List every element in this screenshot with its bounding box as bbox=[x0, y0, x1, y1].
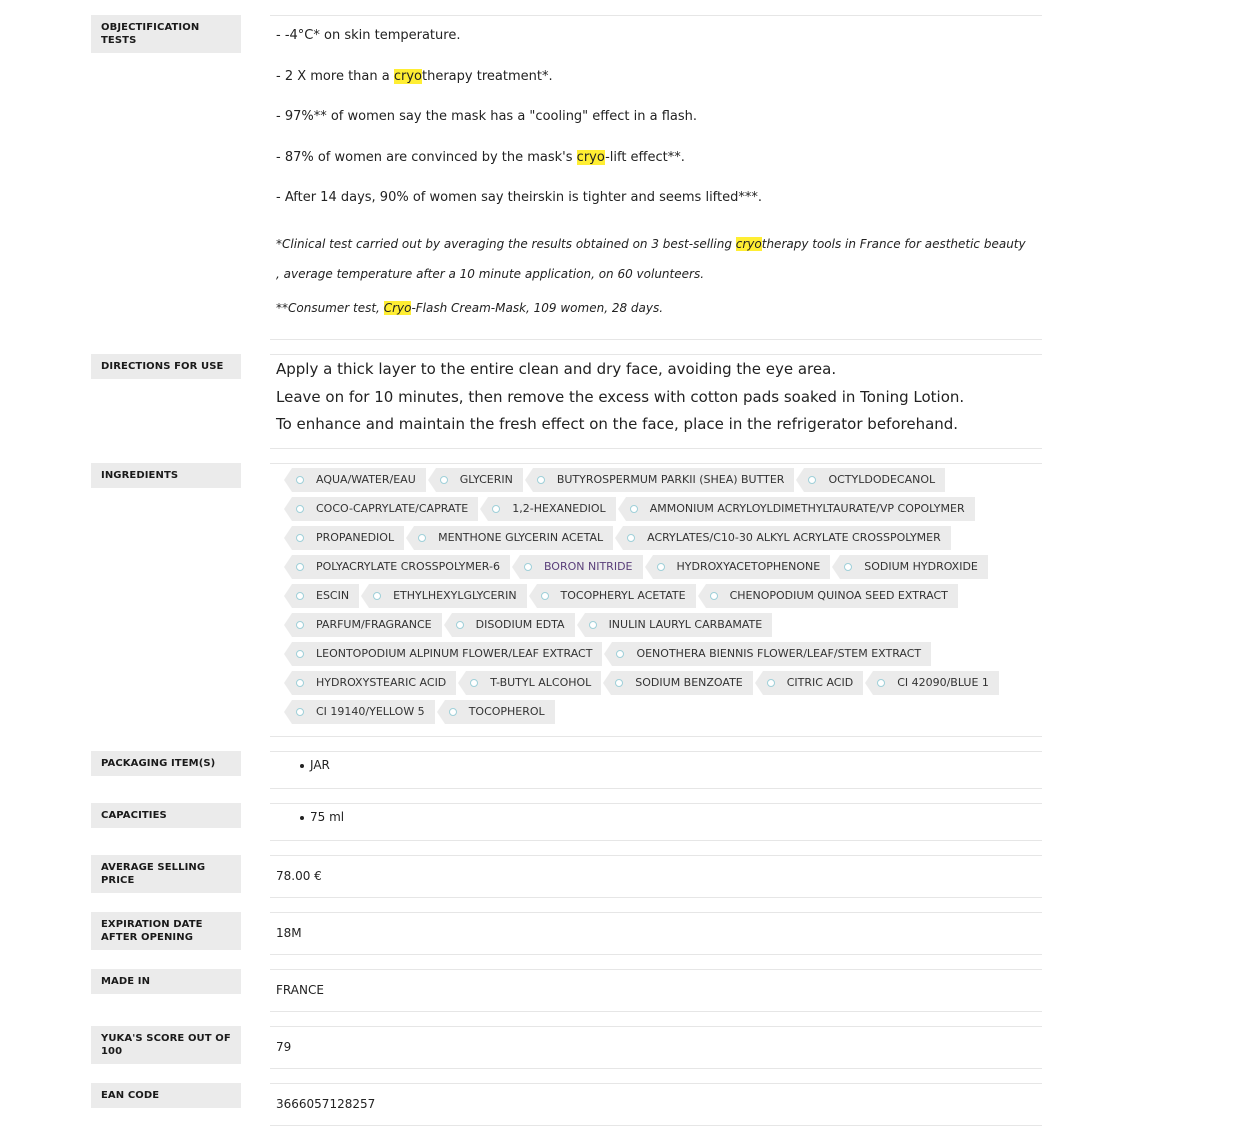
ingredient-tag-label: SODIUM HYDROXIDE bbox=[864, 560, 978, 573]
ingredient-tag-label: ESCIN bbox=[316, 589, 350, 602]
ingredient-tag[interactable] bbox=[623, 526, 951, 550]
objectification-line-4: - 87% of women are convinced by the mask's cryo-lift effect**. bbox=[276, 150, 685, 165]
tag-hole-icon bbox=[615, 679, 623, 687]
directions-line-3: To enhance and maintain the fresh effect on the face, place in the refrigerator beforehand. bbox=[276, 415, 959, 433]
tag-hole-icon bbox=[808, 476, 816, 484]
objectification-footnote-2: **Consumer test, Cryo-Flash Cream-Mask, 109 women, 28 days. bbox=[276, 301, 664, 315]
ingredient-tag-label: HYDROXYSTEARIC ACID bbox=[316, 676, 447, 689]
tag-hole-icon bbox=[710, 592, 718, 600]
ingredient-tag-row bbox=[284, 613, 1040, 642]
ingredient-tag[interactable] bbox=[369, 584, 526, 608]
ingredient-tag-row bbox=[284, 526, 1040, 555]
ingredient-tag-row bbox=[284, 642, 1040, 671]
bullet-icon bbox=[300, 816, 304, 820]
yuka-label: YUKA'S SCORE OUT OF 100 bbox=[91, 1026, 241, 1064]
ingredient-tag-label: TOCOPHERYL ACETATE bbox=[560, 589, 686, 602]
ingredient-tag-label: DISODIUM EDTA bbox=[475, 618, 565, 631]
ingredient-tag-label: AQUA/WATER/EAU bbox=[316, 473, 416, 486]
objectification-label: OBJECTIFICATION TESTS bbox=[91, 15, 241, 53]
ingredient-tag[interactable] bbox=[292, 671, 456, 695]
tag-hole-icon bbox=[449, 708, 457, 716]
ingredient-tag[interactable] bbox=[873, 671, 999, 695]
objectification-line-5: - After 14 days, 90% of women say theirskin is tighter and seems lifted***. bbox=[276, 190, 763, 205]
ingredients-label: INGREDIENTS bbox=[91, 463, 241, 488]
tag-hole-icon bbox=[296, 534, 304, 542]
highlight-cryo: cryo bbox=[576, 150, 606, 165]
yuka-content bbox=[270, 1026, 1042, 1069]
tag-hole-icon bbox=[589, 621, 597, 629]
objectification-line-3: - 97%** of women say the mask has a "cooling" effect in a flash. bbox=[276, 109, 698, 124]
expiration-content bbox=[270, 912, 1042, 955]
ingredient-tag-label: CHENOPODIUM QUINOA SEED EXTRACT bbox=[729, 589, 948, 602]
tag-hole-icon bbox=[456, 621, 464, 629]
ean-content bbox=[270, 1083, 1042, 1126]
price-label: AVERAGE SELLING PRICE bbox=[91, 855, 241, 893]
ingredient-tag-label: BUTYROSPERMUM PARKII (SHEA) BUTTER bbox=[556, 473, 785, 486]
tag-hole-icon bbox=[657, 563, 665, 571]
ingredient-tag[interactable] bbox=[611, 671, 752, 695]
ingredient-tag-label: POLYACRYLATE CROSSPOLYMER-6 bbox=[316, 560, 500, 573]
ingredients-content bbox=[270, 463, 1042, 737]
ingredient-tag-list bbox=[270, 464, 1042, 729]
ingredient-tag-label: MENTHONE GLYCERIN ACETAL bbox=[438, 531, 604, 544]
ean-value: 3666057128257 bbox=[276, 1097, 376, 1111]
tag-hole-icon bbox=[296, 621, 304, 629]
ingredient-tag[interactable] bbox=[436, 468, 523, 492]
ingredient-tag-row bbox=[284, 555, 1040, 584]
expiration-label: EXPIRATION DATE AFTER OPENING bbox=[91, 912, 241, 950]
ingredient-tag-label: OCTYLDODECANOL bbox=[828, 473, 936, 486]
tag-hole-icon bbox=[537, 476, 545, 484]
ingredient-tag-row bbox=[284, 671, 1040, 700]
ingredient-tag[interactable] bbox=[292, 700, 435, 724]
ingredient-tag[interactable] bbox=[804, 468, 945, 492]
ingredient-tag[interactable] bbox=[840, 555, 988, 579]
ingredient-tag[interactable] bbox=[292, 584, 359, 608]
tag-hole-icon bbox=[767, 679, 775, 687]
capacities-label: CAPACITIES bbox=[91, 803, 241, 828]
ingredient-tag-label: 1,2-HEXANEDIOL bbox=[512, 502, 606, 515]
tag-hole-icon bbox=[296, 679, 304, 687]
tag-hole-icon bbox=[627, 534, 635, 542]
price-value: 78.00 € bbox=[276, 869, 322, 883]
highlight-cryo: Cryo bbox=[383, 301, 412, 315]
highlight-cryo: cryo bbox=[393, 69, 422, 84]
ingredient-tag[interactable] bbox=[585, 613, 773, 637]
ingredient-tag[interactable] bbox=[706, 584, 958, 608]
ingredient-tag-row bbox=[284, 700, 1040, 729]
ingredient-tag[interactable] bbox=[488, 497, 615, 521]
tag-hole-icon bbox=[373, 592, 381, 600]
ingredient-tag[interactable] bbox=[466, 671, 601, 695]
ingredient-tag-label: CI 42090/BLUE 1 bbox=[897, 676, 989, 689]
ingredient-tag-label: OENOTHERA BIENNIS FLOWER/LEAF/STEM EXTRACT bbox=[636, 647, 922, 660]
ingredient-tag-label: COCO-CAPRYLATE/CAPRATE bbox=[316, 502, 469, 515]
tag-hole-icon bbox=[844, 563, 852, 571]
ingredient-tag-label: T-BUTYL ALCOHOL bbox=[490, 676, 592, 689]
tag-hole-icon bbox=[296, 563, 304, 571]
objectification-line-1: - -4°C* on skin temperature. bbox=[276, 28, 461, 43]
ingredient-tag[interactable] bbox=[414, 526, 613, 550]
tag-hole-icon bbox=[296, 650, 304, 658]
yuka-value: 79 bbox=[276, 1040, 292, 1054]
ingredient-tag[interactable] bbox=[292, 526, 404, 550]
tag-hole-icon bbox=[296, 708, 304, 716]
ingredient-tag-label: PARFUM/FRAGRANCE bbox=[316, 618, 432, 631]
ingredient-tag-label: ACRYLATES/C10-30 ALKYL ACRYLATE CROSSPOLYMER bbox=[647, 531, 941, 544]
tag-hole-icon bbox=[296, 592, 304, 600]
packaging-label: PACKAGING ITEM(S) bbox=[91, 751, 241, 776]
made-in-value: FRANCE bbox=[276, 983, 324, 997]
tag-hole-icon bbox=[440, 476, 448, 484]
made-in-content bbox=[270, 969, 1042, 1012]
ingredient-tag[interactable] bbox=[445, 700, 555, 724]
ingredient-tag[interactable] bbox=[653, 555, 831, 579]
ean-label: EAN CODE bbox=[91, 1083, 241, 1108]
ingredient-tag-label: PROPANEDIOL bbox=[316, 531, 395, 544]
ingredient-tag-label: ETHYLHEXYLGLYCERIN bbox=[393, 589, 517, 602]
ingredient-tag[interactable] bbox=[537, 584, 696, 608]
expiration-value: 18M bbox=[276, 926, 302, 940]
tag-hole-icon bbox=[877, 679, 885, 687]
bullet-icon bbox=[300, 764, 304, 768]
ingredient-tag-row bbox=[284, 584, 1040, 613]
ingredient-tag[interactable] bbox=[292, 642, 602, 666]
tag-hole-icon bbox=[541, 592, 549, 600]
tag-hole-icon bbox=[418, 534, 426, 542]
highlight-cryo: cryo bbox=[735, 237, 762, 251]
capacities-content bbox=[270, 803, 1042, 841]
ingredient-tag[interactable] bbox=[533, 468, 795, 492]
made-in-label: MADE IN bbox=[91, 969, 241, 994]
ingredient-tag-label: CITRIC ACID bbox=[786, 676, 854, 689]
ingredient-tag[interactable] bbox=[763, 671, 863, 695]
ingredient-tag[interactable] bbox=[612, 642, 931, 666]
tag-hole-icon bbox=[630, 505, 638, 513]
ingredient-tag-label: GLYCERIN bbox=[459, 473, 513, 486]
directions-label: DIRECTIONS FOR USE bbox=[91, 354, 241, 379]
directions-content bbox=[270, 354, 1042, 449]
ingredient-tag-label: AMMONIUM ACRYLOYLDIMETHYLTAURATE/VP COPOLYMER bbox=[649, 502, 965, 515]
packaging-content bbox=[270, 751, 1042, 789]
ingredient-tag-label: INULIN LAURYL CARBAMATE bbox=[608, 618, 763, 631]
ingredient-tag-label: LEONTOPODIUM ALPINUM FLOWER/LEAF EXTRACT bbox=[316, 647, 593, 660]
directions-line-1: Apply a thick layer to the entire clean and dry face, avoiding the eye area. bbox=[276, 360, 837, 378]
ingredient-tag[interactable] bbox=[292, 613, 442, 637]
objectification-footnote-1: *Clinical test carried out by averaging the results obtained on 3 best-selling cryotherapy tools in France for aesthetic beauty , average temperature after a 10 minute application, on 60 volunteers. bbox=[276, 237, 1026, 281]
ingredient-tag[interactable] bbox=[292, 555, 510, 579]
tag-hole-icon bbox=[296, 505, 304, 513]
ingredient-tag-label: TOCOPHEROL bbox=[468, 705, 545, 718]
objectification-line-2: - 2 X more than a cryotherapy treatment*. bbox=[276, 69, 553, 84]
ingredient-tag-label: CI 19140/YELLOW 5 bbox=[316, 705, 425, 718]
tag-hole-icon bbox=[524, 563, 532, 571]
ingredient-tag-label: SODIUM BENZOATE bbox=[635, 676, 743, 689]
tag-hole-icon bbox=[492, 505, 500, 513]
tag-hole-icon bbox=[470, 679, 478, 687]
ingredient-tag-row bbox=[284, 497, 1040, 526]
ingredient-tag[interactable] bbox=[452, 613, 575, 637]
tag-hole-icon bbox=[296, 476, 304, 484]
tag-hole-icon bbox=[616, 650, 624, 658]
price-content bbox=[270, 855, 1042, 898]
ingredient-tag-label: BORON NITRIDE bbox=[543, 560, 633, 573]
directions-line-2: Leave on for 10 minutes, then remove the excess with cotton pads soaked in Toning Lotion. bbox=[276, 387, 965, 406]
ingredient-tag[interactable] bbox=[520, 555, 643, 579]
capacity-item: 75 ml bbox=[270, 804, 1042, 824]
ingredient-tag[interactable] bbox=[292, 497, 478, 521]
ingredient-tag-label: HYDROXYACETOPHENONE bbox=[676, 560, 821, 573]
ingredient-tag-row bbox=[284, 468, 1040, 497]
objectification-content bbox=[270, 15, 1042, 340]
ingredient-tag[interactable] bbox=[626, 497, 975, 521]
packaging-item: JAR bbox=[270, 752, 1042, 772]
ingredient-tag[interactable] bbox=[292, 468, 426, 492]
